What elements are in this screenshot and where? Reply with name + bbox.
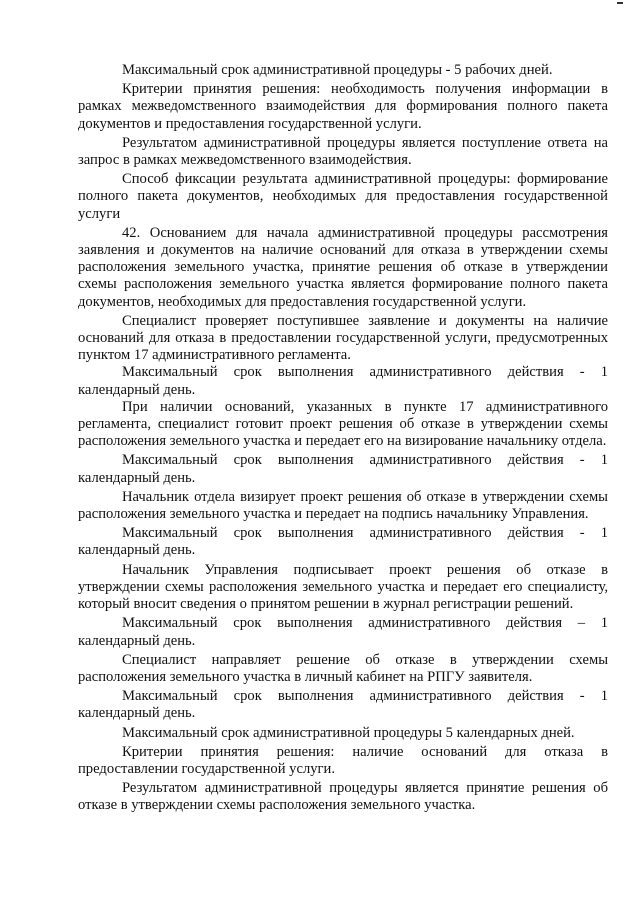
- paragraph-department-head-visa: Начальник отдела визирует проект решения об отказе в утверждении схемы расположения земельного участка и передает на подпись начальнику Управления.: [78, 488, 608, 523]
- paragraph-max-term-action-5: Максимальный срок выполнения административного действия - 1 календарный день.: [78, 688, 608, 722]
- paragraph-result-response: Результатом административной процедуры является поступление ответа на запрос в рамках межведомственного взаимодействия.: [78, 134, 608, 169]
- paragraph-criteria-interagency: Критерии принятия решения: необходимость получения информации в рамках межведомственного взаимодействия для формирования полного пакета документов и предоставления государственной услуги.: [78, 81, 608, 132]
- paragraph-42-basis: 42. Основанием для начала административной процедуры рассмотрения заявления и документов на наличие оснований для отказа в утверждении схемы расположения земельного участка, принятие решения об отказе в утверждении схемы расположения земельного участка является формирование полного пакета документов, необходимых для предоставления государственной услуги.: [78, 224, 608, 310]
- paragraph-grounds-draft: При наличии оснований, указанных в пункте 17 административного регламента, специалист готовит проект решения об отказе в утверждении схемы расположения земельного участка и передает его на визирование начальнику отдела.: [78, 398, 608, 450]
- paragraph-max-term-action-4: Максимальный срок выполнения административного действия – 1 календарный день.: [78, 615, 608, 649]
- paragraph-fixation-method: Способ фиксации результата административной процедуры: формирование полного пакета документов, необходимых для предоставления государственной услуги: [78, 171, 608, 222]
- paragraph-max-term-action-3: Максимальный срок выполнения административного действия - 1 календарный день.: [78, 525, 608, 559]
- scan-mark: [617, 2, 623, 4]
- paragraph-criteria-refusal-grounds: Критерии принятия решения: наличие оснований для отказа в предоставлении государственной услуги.: [78, 743, 608, 777]
- paragraph-directorate-head-signs: Начальник Управления подписывает проект решения об отказе в утверждении схемы расположения земельного участка и передает его специалисту, который вносит сведения о принятом решении в журнал регистрации решений.: [78, 561, 608, 613]
- paragraph-result-refusal-decision: Результатом административной процедуры является принятие решения об отказе в утверждении схемы расположения земельного участка.: [78, 780, 608, 814]
- paragraph-max-term-procedure: Максимальный срок административной процедуры - 5 рабочих дней.: [122, 62, 553, 78]
- paragraph-specialist-sends: Специалист направляет решение об отказе в утверждении схемы расположения земельного участка в личный кабинет на РПГУ заявителя.: [78, 651, 608, 685]
- paragraph-max-term-action-2: Максимальный срок выполнения административного действия - 1 календарный день.: [78, 452, 608, 486]
- document-page: [78, 62, 608, 815]
- paragraph-max-term-action-1: Максимальный срок выполнения административного действия - 1 календарный день.: [78, 364, 608, 398]
- paragraph-specialist-checks: Специалист проверяет поступившее заявление и документы на наличие оснований для отказа в предоставлении государственной услуги, предусмотренных пунктом 17 административного регламента.: [78, 312, 608, 364]
- paragraph-max-term-procedure-5-days: Максимальный срок административной процедуры 5 календарных дней.: [122, 724, 575, 741]
